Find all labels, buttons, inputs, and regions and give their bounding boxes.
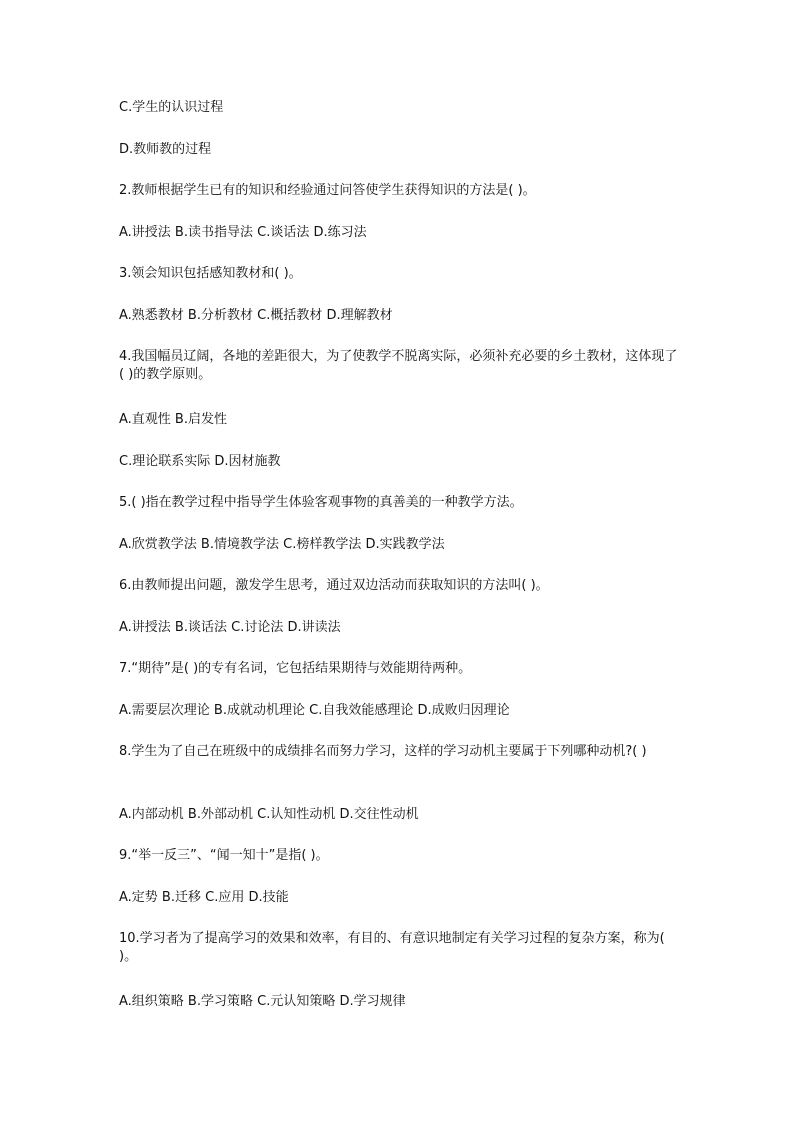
question-10: 10.学习者为了提高学习的效果和效率，有目的、有意识地制定有关学习过程的复杂方案，称为( )。 (119, 931, 665, 964)
question-4-options-ab: A.直观性 B.启发性 (119, 412, 227, 427)
question-8: 8.学生为了自己在班级中的成绩排名而努力学习，这样的学习动机主要属于下列哪种动机?( ) (119, 744, 647, 759)
question-6-options: A.讲授法 B.谈话法 C.讨论法 D.讲读法 (119, 620, 341, 635)
option-c-line: C.学生的认识过程 (119, 100, 224, 115)
question-9: 9.“举一反三”、“闻一知十”是指( )。 (119, 848, 329, 863)
option-d-line: D.教师教的过程 (119, 142, 212, 157)
question-5: 5.( )指在教学过程中指导学生体验客观事物的真善美的一种教学方法。 (119, 495, 523, 510)
question-6: 6.由教师提出问题，激发学生思考，通过双边活动而获取知识的方法叫( )。 (119, 578, 549, 593)
question-7-options: A.需要层次理论 B.成就动机理论 C.自我效能感理论 D.成败归因理论 (119, 703, 510, 718)
question-4: 4.我国幅员辽阔，各地的差距很大，为了使教学不脱离实际，必须补充必要的乡土教材，这体现了( )的教学原则。 (119, 349, 678, 382)
question-10-options: A.组织策略 B.学习策略 C.元认知策略 D.学习规律 (119, 994, 406, 1009)
question-8-options: A.内部动机 B.外部动机 C.认知性动机 D.交往性动机 (119, 807, 419, 822)
question-3-options: A.熟悉教材 B.分析教材 C.概括教材 D.理解教材 (119, 308, 393, 323)
question-2: 2.教师根据学生已有的知识和经验通过问答使学生获得知识的方法是( )。 (119, 183, 536, 198)
question-7: 7.“期待”是( )的专有名词，它包括结果期待与效能期待两种。 (119, 661, 472, 676)
question-4-options-cd: C.理论联系实际 D.因材施教 (119, 454, 281, 469)
question-3: 3.领会知识包括感知教材和( )。 (119, 266, 302, 281)
question-2-options: A.讲授法 B.读书指导法 C.谈话法 D.练习法 (119, 225, 367, 240)
question-9-options: A.定势 B.迁移 C.应用 D.技能 (119, 890, 289, 905)
question-5-options: A.欣赏教学法 B.情境教学法 C.榜样教学法 D.实践教学法 (119, 537, 445, 552)
